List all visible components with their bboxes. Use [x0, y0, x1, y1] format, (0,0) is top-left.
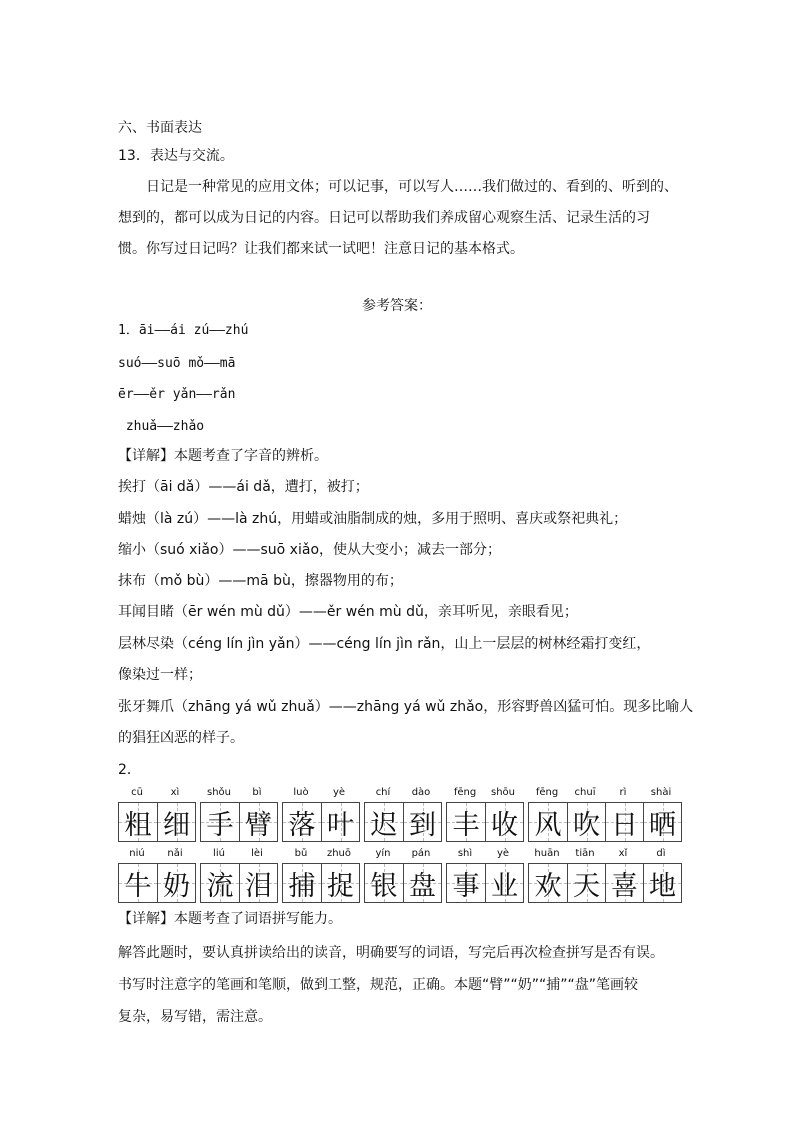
pinyin-label: liú — [213, 848, 225, 859]
tianzige-cell — [567, 864, 605, 902]
word-group — [282, 845, 360, 903]
hanzi-character: 欢 — [534, 870, 562, 902]
pinyin-label: tiān — [575, 848, 595, 859]
explanation-line: 张牙舞爪（zhāng yá wǔ zhuǎ）——zhāng yá wǔ zhǎo，形容野兽凶猛可怕。现多比喻人 — [118, 699, 694, 715]
tianzige-cell — [321, 864, 359, 902]
section-title: 六、书面表达 — [118, 120, 202, 136]
pinyin-label: niú — [129, 848, 145, 859]
tianzige-cell — [201, 803, 239, 841]
tianzige-cell — [643, 864, 681, 902]
tianzige-cell — [567, 803, 605, 841]
hanzi-character: 奶 — [163, 870, 190, 902]
question-paragraph-line-2: 想到的，都可以成为日记的内容。日记可以帮助我们养成留心观察生活、记录生活的习 — [118, 210, 650, 226]
hanzi-character: 手 — [206, 809, 234, 841]
pinyin-label: cū — [131, 787, 143, 798]
hanzi-character: 地 — [649, 870, 676, 902]
tianzige-cell — [605, 803, 643, 841]
tianzige-cell — [447, 803, 485, 841]
pinyin-label: chí — [375, 787, 391, 798]
hanzi-character: 迟 — [370, 809, 398, 841]
detail-2-line-2: 书写时注意字的笔画和笔顺，做到工整，规范，正确。本题“臂”“奶”“捕”“盘”笔画较 — [118, 977, 639, 993]
answer-1-line-4: zhuǎ——zhǎo — [118, 419, 205, 434]
pinyin-label: shì — [457, 848, 473, 859]
pinyin-label: shài — [650, 787, 672, 798]
tianzige-cell — [529, 803, 567, 841]
pinyin-label: xǐ — [618, 848, 628, 859]
tianzige-cell — [283, 864, 321, 902]
detail-2-line-3: 复杂，易写错，需注意。 — [118, 1009, 272, 1025]
hanzi-character: 日 — [611, 809, 638, 841]
explanation-line: 缩小（suó xiǎo）——suō xiǎo，使从大变小；减去一部分； — [118, 542, 502, 558]
question-paragraph-line-3: 惯。你写过日记吗？让我们都来试一试吧！注意日记的基本格式。 — [118, 241, 524, 257]
word-group — [118, 845, 196, 903]
hanzi-character: 丰 — [452, 809, 480, 841]
explanation-line: 蜡烛（là zú）——là zhú，用蜡或油脂制成的烛，多用于照明、喜庆或祭祀典礼； — [118, 511, 628, 527]
hanzi-character: 叶 — [327, 809, 354, 841]
pinyin-label: dào — [411, 787, 431, 798]
hanzi-character: 细 — [163, 809, 190, 841]
hanzi-character: 银 — [370, 870, 398, 902]
hanzi-character: 吹 — [573, 809, 600, 841]
hanzi-character: 牛 — [124, 870, 152, 902]
hanzi-character: 业 — [491, 870, 518, 902]
tianzige-cell — [239, 803, 277, 841]
pinyin-label: yè — [332, 787, 346, 798]
hanzi-character: 到 — [409, 809, 436, 841]
hanzi-character: 捉 — [327, 870, 354, 902]
question-13: 13．表达与交流。 — [118, 148, 234, 164]
pinyin-label: chuī — [574, 787, 596, 798]
tianzige-row-2 — [118, 845, 682, 903]
hanzi-character: 流 — [206, 870, 234, 902]
pinyin-label: lèi — [251, 848, 263, 859]
tianzige-cell — [201, 864, 239, 902]
word-group — [364, 845, 442, 903]
tianzige-cell — [403, 803, 441, 841]
hanzi-character: 喜 — [611, 870, 638, 902]
pinyin-label: bì — [252, 787, 262, 798]
tianzige-cell — [485, 803, 523, 841]
explanation-line: 层林尽染（céng lín jìn yǎn）——céng lín jìn rǎn，山上一层层的树林经霜打变红， — [118, 636, 651, 652]
pinyin-label: fēng — [535, 787, 559, 798]
pinyin-label: yè — [496, 848, 510, 859]
pinyin-label: bǔ — [294, 848, 308, 859]
tianzige-cell — [403, 864, 441, 902]
hanzi-character: 落 — [288, 809, 316, 841]
word-group — [200, 845, 278, 903]
hanzi-character: 盘 — [409, 870, 436, 902]
explanation-line: 抹布（mǒ bù）——mā bù，擦器物用的布； — [118, 573, 403, 589]
detail-2-heading: 【详解】本题考查了词语拼写能力。 — [118, 911, 342, 927]
explanation-line: 耳闻目睹（ēr wén mù dǔ）——ěr wén mù dǔ，亲耳听见，亲眼看见； — [118, 604, 578, 620]
pinyin-label: pán — [411, 848, 431, 859]
explanation-line: 的猖狂凶恶的样子。 — [118, 730, 244, 746]
tianzige-cell — [643, 803, 681, 841]
tianzige-cell — [485, 864, 523, 902]
hanzi-character: 捕 — [288, 870, 316, 902]
hanzi-character: 粗 — [124, 809, 152, 841]
pinyin-label: huān — [534, 848, 560, 859]
hanzi-character: 臂 — [245, 809, 272, 841]
hanzi-character: 晒 — [649, 809, 676, 841]
tianzige-cell — [157, 864, 195, 902]
tianzige-cell — [239, 864, 277, 902]
pinyin-label: luò — [293, 787, 309, 798]
pinyin-label: rì — [619, 787, 627, 798]
word-group — [528, 784, 682, 842]
question-paragraph-line-1: 日记是一种常见的应用文体；可以记事，可以写人……我们做过的、看到的、听到的、 — [146, 179, 678, 195]
tianzige-cell — [365, 803, 403, 841]
hanzi-character: 收 — [491, 809, 518, 841]
pinyin-label: zhuō — [326, 848, 352, 859]
explanation-line: 挨打（āi dǎ）——ái dǎ，遭打，被打； — [118, 479, 369, 495]
pinyin-label: shǒu — [206, 787, 231, 798]
tianzige-cell — [605, 864, 643, 902]
hanzi-character: 事 — [452, 870, 480, 902]
detail-2-line-1: 解答此题时，要认真拼读给出的读音，明确要写的词语，写完后再次检查拼写是否有误。 — [118, 945, 664, 961]
explanation-line: 像染过一样； — [118, 667, 202, 683]
pinyin-label: dì — [656, 848, 666, 859]
hanzi-character: 天 — [573, 870, 600, 902]
pinyin-label: xì — [170, 787, 180, 798]
tianzige-cell — [157, 803, 195, 841]
pinyin-label: yín — [375, 848, 391, 859]
tianzige-cell — [365, 864, 403, 902]
hanzi-character: 风 — [534, 809, 562, 841]
word-group — [282, 784, 360, 842]
pinyin-label: shōu — [490, 787, 515, 798]
word-group — [446, 845, 524, 903]
tianzige-cell — [119, 864, 157, 902]
word-group — [200, 784, 278, 842]
tianzige-cell — [119, 803, 157, 841]
word-group — [446, 784, 524, 842]
answer-1-line-3: ēr——ěr yǎn——rǎn — [118, 387, 236, 402]
tianzige-cell — [283, 803, 321, 841]
tianzige-row-1 — [118, 784, 682, 842]
word-group — [528, 845, 682, 903]
answers-heading: 参考答案： — [362, 298, 432, 314]
word-group — [364, 784, 442, 842]
detail-1-heading: 【详解】本题考查了字音的辨析。 — [118, 448, 328, 464]
tianzige-cell — [321, 803, 359, 841]
pinyin-label: nǎi — [167, 848, 183, 859]
tianzige-cell — [529, 864, 567, 902]
answer-1-line-2: suó——suō mǒ——mā — [118, 356, 236, 371]
pinyin-label: fēng — [453, 787, 477, 798]
answer-2-label: 2． — [118, 762, 141, 778]
answer-1-line-1: 1．āi——ái zú——zhú — [118, 323, 249, 338]
word-group — [118, 784, 196, 842]
hanzi-character: 泪 — [245, 870, 272, 902]
tianzige-cell — [447, 864, 485, 902]
